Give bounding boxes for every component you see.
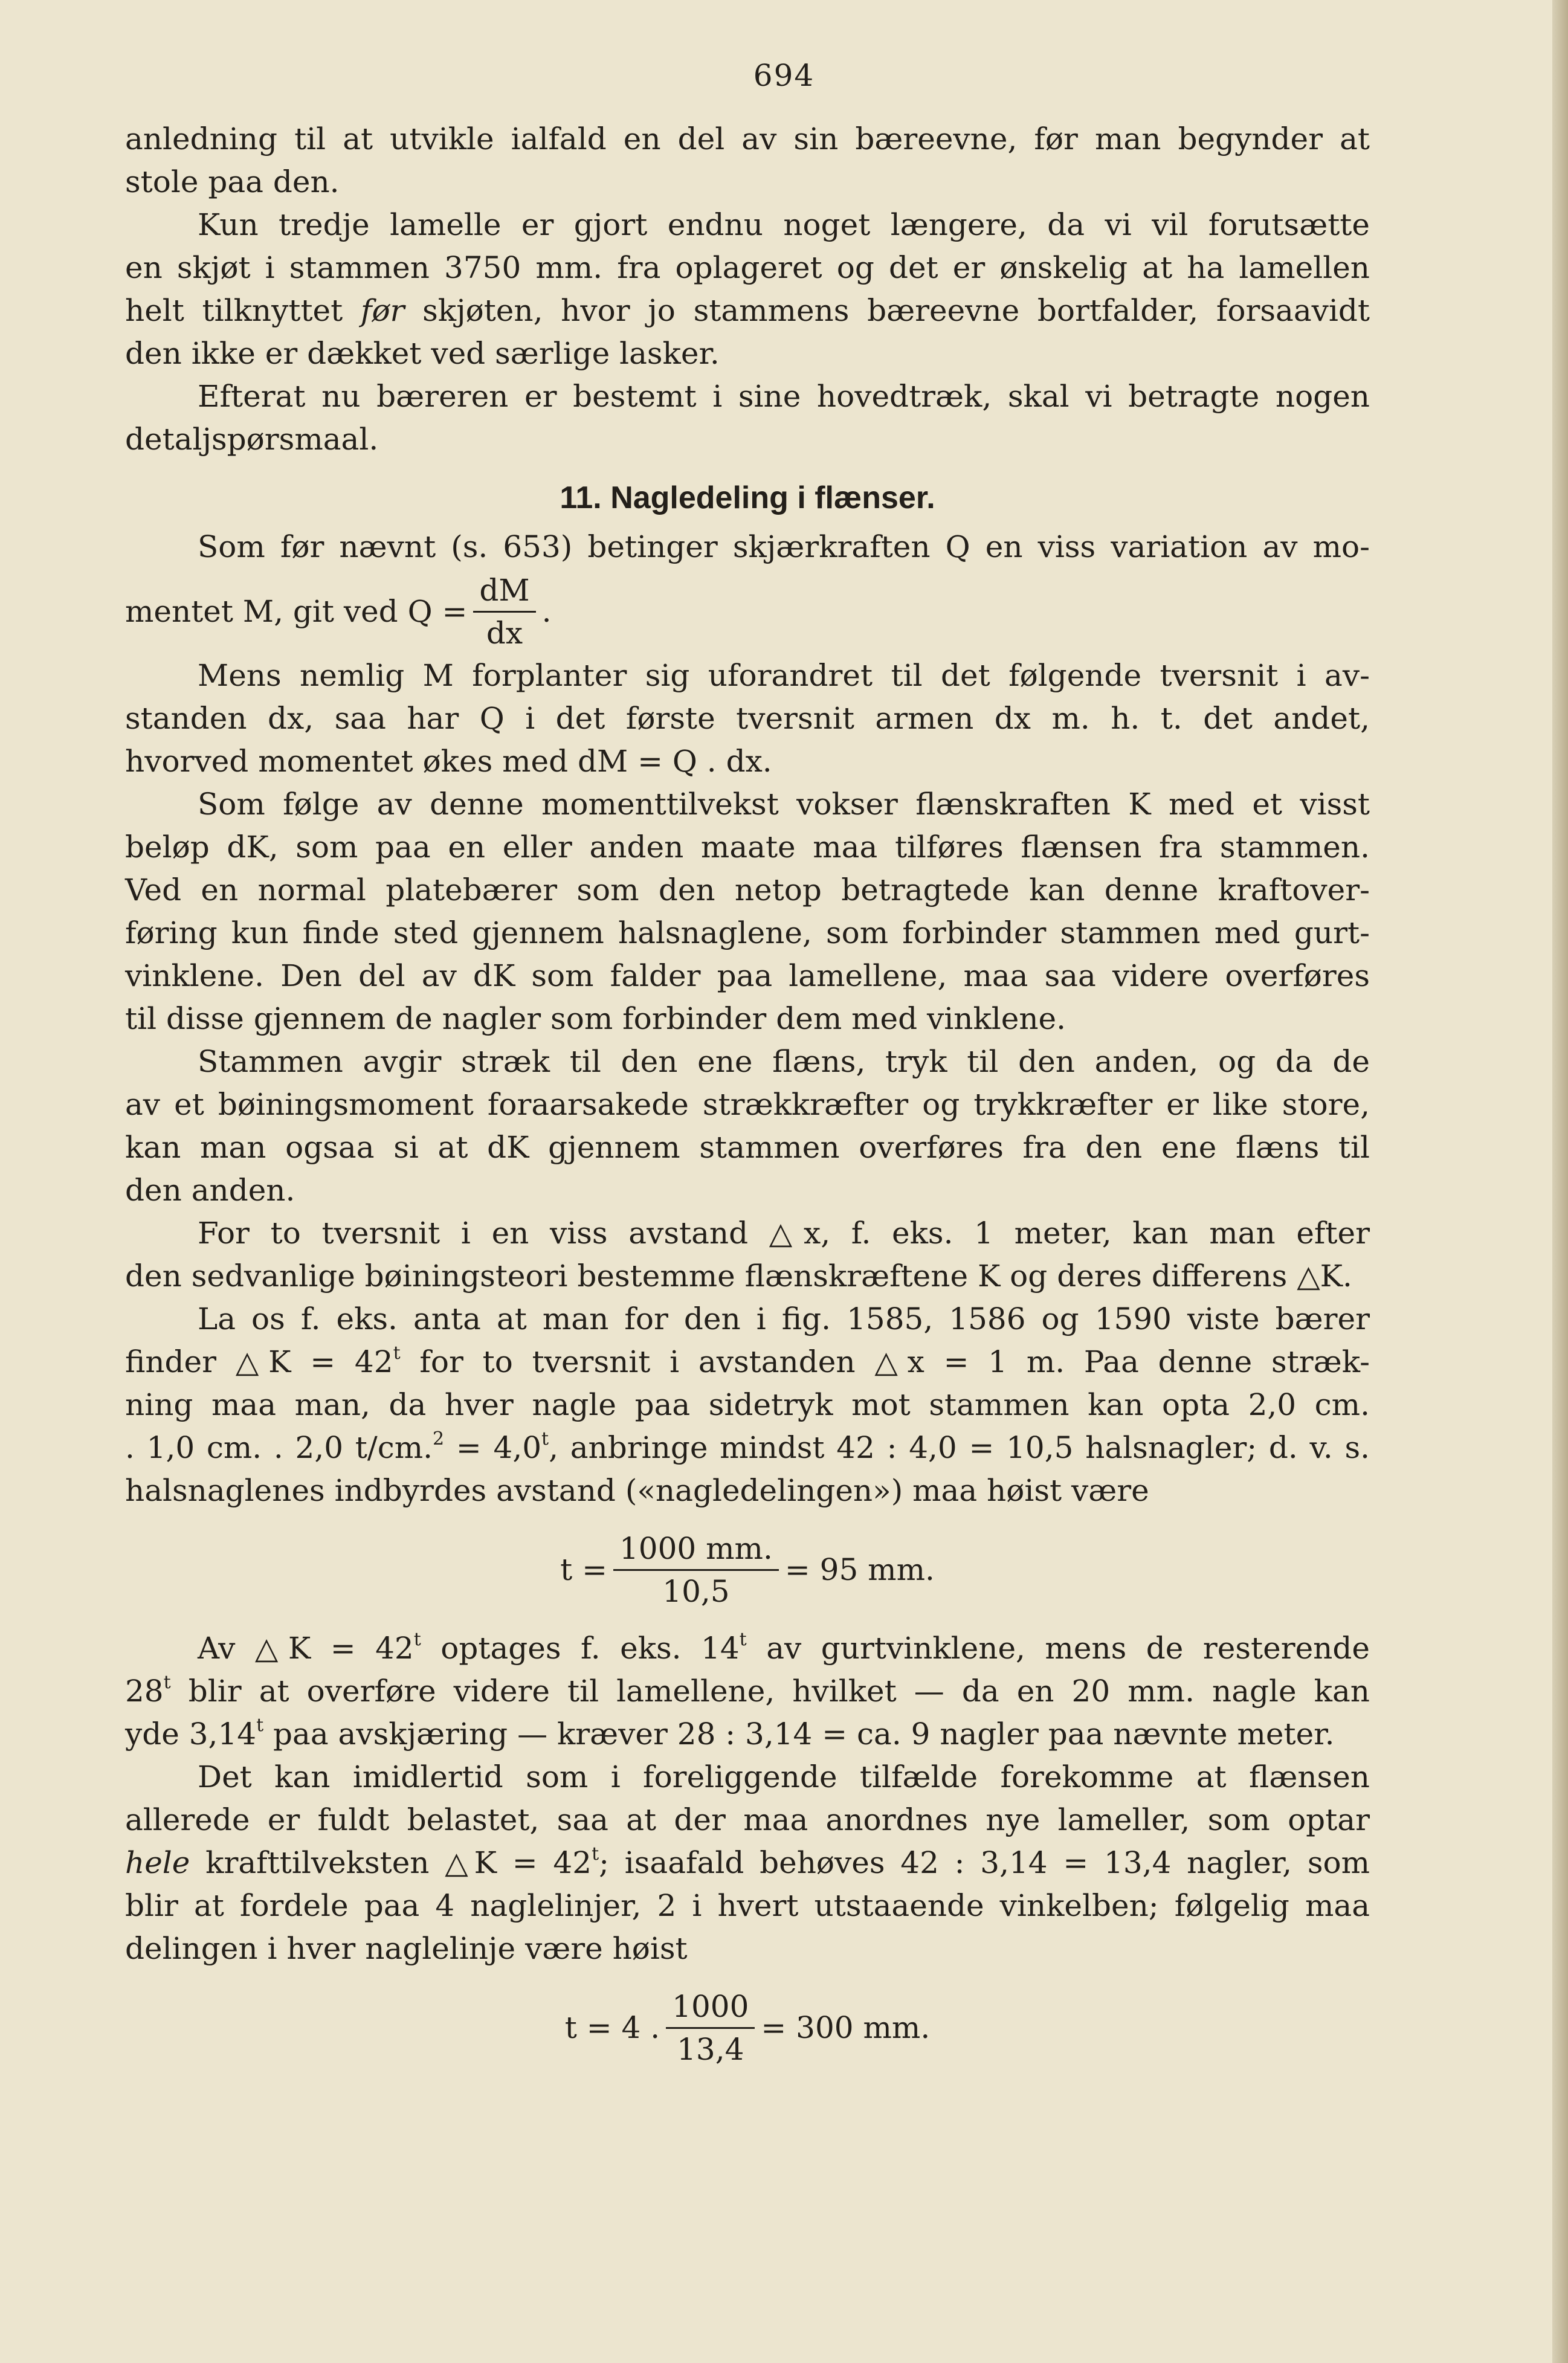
text-line: Mens nemlig M forplanter sig uforandret til det følgende tversnit i av- (198, 658, 1370, 693)
text-line: den sedvanlige bøiningsteori bestemme flænskræftene K og deres differens △K. (125, 1259, 1352, 1294)
text-line: stole paa den. (125, 164, 340, 199)
inline-formula-line: mentet M, git ved Q = $\frac{dM}{dx}$ . (125, 572, 552, 651)
section-heading: 11. Nagledeling i flænser. (560, 480, 935, 515)
text-line: Stammen avgir stræk til den ene flæns, tryk til den anden, og da de (198, 1044, 1370, 1079)
text-line: den anden. (125, 1173, 295, 1208)
display-formula: t = 4 . $\frac{1000}{13,4}$ = 300 mm. (564, 1988, 931, 2067)
fraction: $\frac{1000}{13,4}$ (666, 1988, 755, 2068)
text-line: Som før nævnt (s. 653) betinger skjærkraften Q en viss variation av mo- (198, 529, 1370, 564)
text-line: Kun tredje lamelle er gjort endnu noget længere, da vi vil forutsætte (198, 207, 1370, 242)
text-line: kan man ogsaa si at dK gjennem stammen overføres fra den ene flæns til (125, 1130, 1370, 1165)
delta-symbol: △ (235, 1344, 269, 1379)
text-line: den ikke er dækket ved særlige lasker. (125, 336, 720, 371)
delta-symbol: △ (254, 1631, 288, 1666)
text-line: til disse gjennem de nagler som forbinder dem med vinklene. (125, 1001, 1066, 1036)
emphasis: før (360, 293, 405, 328)
text-line: detaljspørsmaal. (125, 422, 379, 457)
page-number: 694 (753, 58, 815, 93)
text-line: allerede er fuldt belastet, saa at der maa anordnes nye lameller, som optar (125, 1802, 1370, 1837)
text-line: helt tilknyttet før skjøten, hvor jo stammens bæreevne bortfalder, forsaavidt (125, 293, 1370, 328)
emphasis: hele (125, 1845, 190, 1880)
text-line: For to tversnit i en viss avstand △x, f. eks. 1 meter, kan man efter (198, 1216, 1370, 1251)
text-line: delingen i hver naglelinje være høist (125, 1931, 688, 1966)
text-line: en skjøt i stammen 3750 mm. fra oplageret og det er ønskelig at ha lamellen (125, 250, 1370, 285)
text-line: anledning til at utvikle ialfald en del av sin bæreevne, før man begynder at (125, 121, 1370, 156)
display-formula: t = $\frac{1000 mm.}{10,5}$ = 95 mm. (560, 1530, 935, 1609)
text-line: Ved en normal platebærer som den netop betragtede kan denne kraftover- (125, 872, 1370, 907)
text-line: hele krafttilveksten △K = $42^t$; isaafald behøves 42 : 3,14 = 13,4 nagler, som (125, 1843, 1370, 1880)
delta-symbol: △ (874, 1344, 908, 1379)
text-line: yde 3,14$^t$ paa avskjæring — kræver 28 : 3,14 = ca. 9 nagler paa nævnte meter. (125, 1715, 1335, 1752)
fraction: $\frac{dM}{dx}$ (473, 572, 535, 651)
body-text (125, 118, 1370, 2085)
text-line: vinklene. Den del av dK som falder paa lamellene, maa saa videre overføres (125, 958, 1370, 993)
fraction: $\frac{1000 mm.}{10,5}$ (613, 1530, 779, 1610)
text-line: . 1,0 cm. . 2,0 $t/cm.^2 = 4,0^t$, anbringe mindst 42 : 4,0 = 10,5 halsnagler; d. v. s. (125, 1428, 1370, 1465)
text-line: Det kan imidlertid som i foreliggende tilfælde forekomme at flænsen (198, 1759, 1370, 1794)
text-line: standen dx, saa har Q i det første tversnit armen dx m. h. t. det andet, (125, 701, 1370, 736)
text-line: blir at fordele paa 4 naglelinjer, 2 i hvert utstaaende vinkelben; følgelig maa (125, 1888, 1370, 1923)
text-line: Som følge av denne momenttilvekst vokser flænskraften K med et visst (198, 787, 1370, 822)
delta-symbol: △ (445, 1845, 474, 1880)
text-line: Av △K = $42^t$ optages f. eks. 14$^t$ av gurtvinklene, mens de resterende (198, 1629, 1370, 1666)
text-line: hvorved momentet økes med dM = Q . dx. (125, 744, 772, 779)
delta-symbol: △ (1297, 1259, 1320, 1294)
text-line: La os f. eks. anta at man for den i fig. 1585, 1586 og 1590 viste bærer (198, 1301, 1370, 1336)
delta-symbol: △ (769, 1216, 804, 1251)
page-edge-shadow (1552, 0, 1568, 2363)
text-line: ning maa man, da hver nagle paa sidetryk mot stammen kan opta 2,0 cm. (125, 1387, 1370, 1422)
text-line: finder △K = $42^t$ for to tversnit i avstanden △x = 1 m. Paa denne stræk- (125, 1343, 1370, 1379)
text-line: beløp dK, som paa en eller anden maate maa tilføres flænsen fra stammen. (125, 830, 1370, 865)
text-line: føring kun finde sted gjennem halsnaglene, som forbinder stammen med gurt- (125, 915, 1370, 950)
text-line: 28$^t$ blir at overføre videre til lamellene, hvilket — da en 20 mm. nagle kan (125, 1672, 1370, 1709)
text-line: av et bøiningsmoment foraarsakede strækkræfter og trykkræfter er like store, (125, 1087, 1370, 1122)
text-line: Efterat nu bæreren er bestemt i sine hovedtræk, skal vi betragte nogen (198, 379, 1370, 414)
text-line: halsnaglenes indbyrdes avstand («nagledelingen») maa høist være (125, 1473, 1149, 1508)
